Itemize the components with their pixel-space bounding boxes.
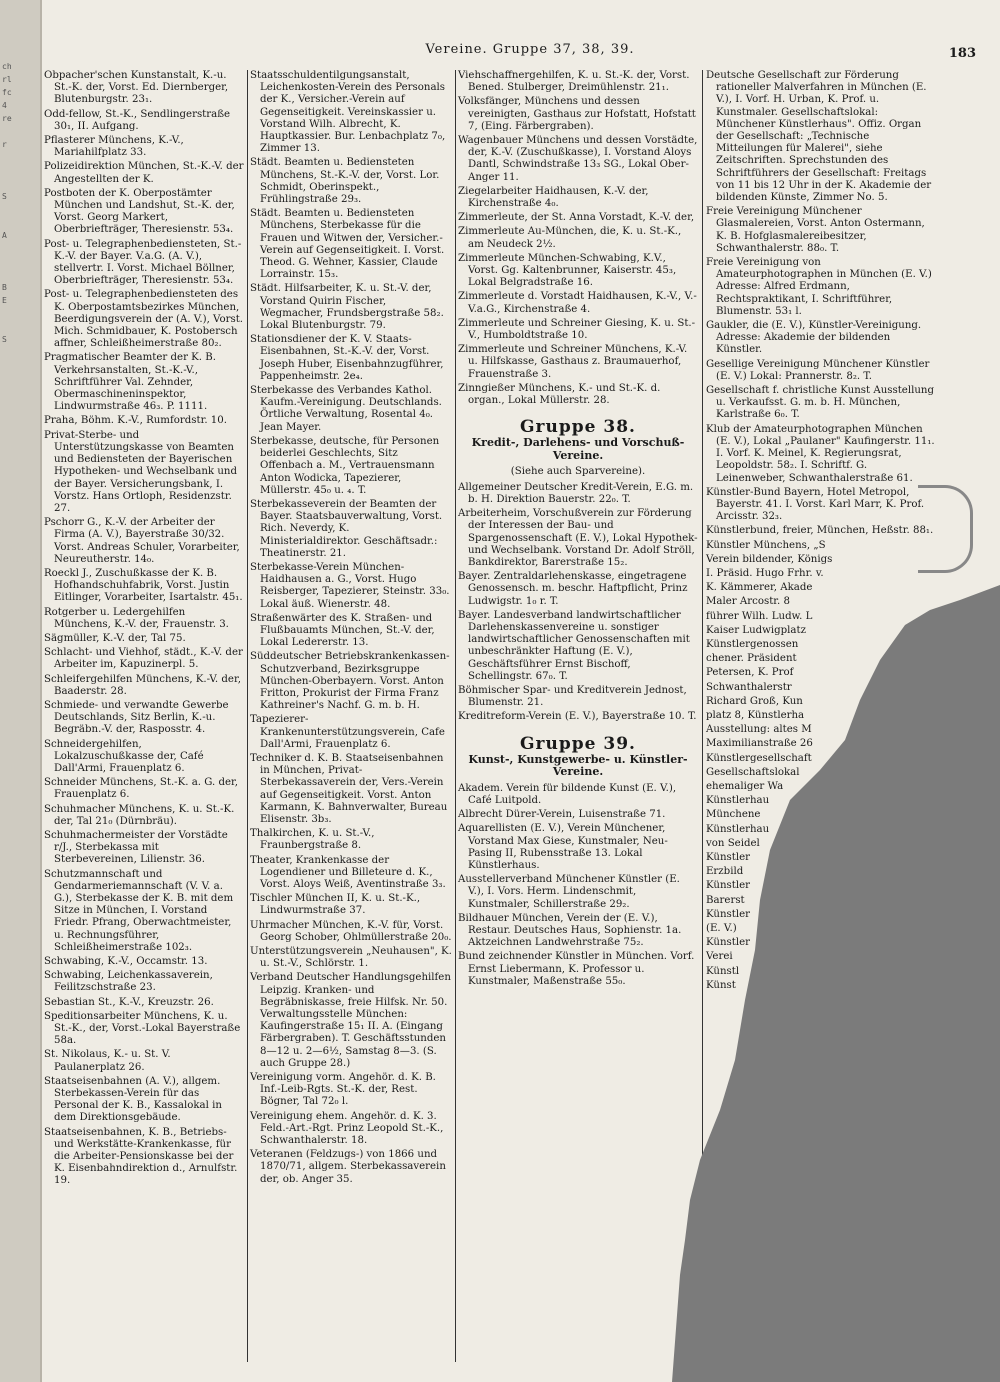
directory-entry: Gesellschaftslokal [706,766,800,778]
group-39-title: Gruppe 39. [520,733,636,754]
directory-entry: Postboten der K. Oberpostämter München und Landshut, St.-K. der, Vorst. Georg Markert, Oberbriefträger, Theresienstr. 53₄. [44,187,235,236]
directory-entry: Künstler [706,908,750,920]
directory-entry: Privat-Sterbe- und Unterstützungskasse von Beamten und Bediensteten der Bayerischen Hypotheken- und Wechselbank und der Bayer. Versicherungsbank, I. Vorstz. Hans Ortloph, Residenzstr. 27. [44,429,237,514]
directory-entry: Sterbekasseverein der Beamten der Bayer. Staatsbauverwaltung, Vorst. Rich. Neverdy, K. Ministerialdirektor. Geschäftsadr.: Theatinerstr. 21. [250,498,443,559]
directory-entry: Barerst [706,894,745,906]
directory-entry: Erzbild [706,866,744,878]
paper-clip [918,485,973,573]
directory-entry: Albrecht Dürer-Verein, Luisenstraße 71. [458,809,666,821]
directory-entry: Sterbekasse-Verein München-Haidhausen a. G., Vorst. Hugo Reisberger, Tapezierer, Steinstr. 33₀. Lokal äuß. Wienerstr. 48. [250,561,450,610]
directory-entry: Maximilianstraße 26 [706,738,813,750]
directory-entry: Uhrmacher München, K.-V. für, Vorst. Georg Schober, Ohlmüllerstraße 20₀. [250,919,452,943]
directory-entry: Wagenbauer Münchens und dessen Vorstädte, der, K.-V. (Zuschußkasse), I. Vorstand Aloys Dantl, Schwindstraße 13₃ SG., Lokal Ober-Anger 11. [458,135,698,183]
directory-entry: Kaiser Ludwigplatz [706,624,806,636]
directory-entry: Zimmerleute Au-München, die, K. u. St.-K., am Neudeck 2½. [458,226,682,250]
previous-page-fragment: ch rl fc 4 re r S A B E S [2,62,12,344]
directory-entry: platz 8, Künstlerha [706,709,805,721]
directory-entry: Künst [706,979,736,991]
directory-entry: Gaukler, die (E. V.), Künstler-Vereinigung. Adresse: Akademie der bildenden Künstler. [706,320,922,356]
directory-entry: Schwabing, Leichenkassaverein, Feilitzschstraße 23. [44,970,213,994]
directory-entry: Süddeutscher Betriebskrankenkassen-Schutzverband, Bezirksgruppe München-Oberbayern. Vorst. Anton Fritton, Prokurist der Firma Franz Kathreiner's Nachf. G. m. b. H. [250,651,450,712]
directory-entry: Odd-fellow, St.-K., Sendlingerstraße 30₁, II. Aufgang. [44,108,231,132]
directory-entry: Vereinigung ehem. Angehör. d. K. 3. Feld.-Art.-Rgt. Prinz Leopold St.-K., Schwanthalerstr. 18. [250,1110,444,1147]
running-header: Vereine. Gruppe 37, 38, 39. [425,42,635,57]
group-38-title: Gruppe 38. [520,417,636,438]
directory-entry: Schlacht- und Viehhof, städt., K.-V. der Arbeiter im, Kapuzinerpl. 5. [44,647,243,671]
group-38-note: (Siehe auch Sparvereine). [510,466,646,478]
directory-entry: Tischler München II, K. u. St.-K., Lindwurmstraße 37. [250,893,421,917]
directory-entry: Münchene [706,809,761,821]
directory-entry: Verei [706,951,733,963]
directory-entry: Sterbekasse, deutsche, für Personen beiderlei Geschlechts, Sitz Offenbach a. M., Vertrauensmann Anton Wodicka, Tapezierer, Müllerstr. 45₀ u. ₄. T. [250,435,440,496]
directory-entry: Volksfänger, Münchens und dessen vereinigten, Gasthaus zur Hofstatt, Hofstatt 7, (Eing. Färbergraben). [458,96,696,132]
directory-entry: Unterstützungsverein „Neuhausen", K. u. St.-V., Schlörstr. 1. [250,946,452,970]
directory-entry: Staatsschuldentilgungsanstalt, Leichenkosten-Verein des Personals der K., Versicher.-Verein auf Gegenseitigkeit. Vereinskassier u. Vorstand Wilh. Albrecht, K. Hauptkassier. Bur. Lenbachplatz 7₀, Zimmer 13. [250,70,446,155]
directory-entry: Vereinigung vorm. Angehör. d. K. B. Inf.-Leib-Rgts. St.-K. der, Rest. Bögner, Tal 72₀ l. [250,1072,436,1108]
directory-entry: Städt. Beamten u. Bediensteten Münchens, St.-K.-V. der, Vorst. Lor. Schmidt, Oberinspekt., Frühlingstraße 29₃. [250,157,440,206]
directory-entry: Künstler [706,851,750,863]
directory-entry: Schutzmannschaft und Gendarmeriemannschaft (V. V. a. G.), Sterbekasse der K. B. mit dem Sitze in München, I. Vorstand Friedr. Pfrang, Oberwachtmeister, u. Rechnungsführer, Schleißheimerstraße 102₃. [44,868,234,953]
directory-entry: Aquarellisten (E. V.), Verein Münchener, Vorstand Max Giese, Kunstmaler, Neu-Pasing II, Rubensstraße 13. Lokal Künstlerhaus. [458,823,668,871]
directory-entry: Tapezierer-Krankenunterstützungsverein, Cafe Dall'Armi, Frauenplatz 6. [250,714,445,750]
directory-entry: Bund zeichnender Künstler in München. Vorf. Ernst Liebermann, K. Professor u. Kunstmaler, Maßenstraße 55₀. [458,951,695,987]
directory-entry: Ausstellung: altes M [706,724,812,736]
directory-entry: Zimmerleute d. Vorstadt Haidhausen, K.-V., V.-V.a.G., Kirchenstraße 4. [458,291,697,315]
directory-entry: Ausstellerverband Münchener Künstler (E. V.), I. Vors. Herm. Lindenschmit, Kunstmaler, Schillerstraße 29₂. [458,874,680,910]
directory-entry: Bildhauer München, Verein der (E. V.), Restaur. Deutsches Haus, Sophienstr. 1a. Aktzeichnen Landwehrstraße 75₂. [458,912,682,949]
directory-entry: Schneider Münchens, St.-K. a. G. der, Frauenplatz 6. [44,777,239,801]
directory-entry: Pschorr G., K.-V. der Arbeiter der Firma (A. V.), Bayerstraße 30/32. Vorst. Andreas Schuler, Vorarbeiter, Neureutherstr. 14₀. [44,517,240,565]
directory-entry: Arbeiterheim, Vorschußverein zur Förderung der Interessen der Bau- und Spargenossenschaft (E. V.), Lokal Hypothek- und Wechselbank. Vorstand Dr. Adolf Ströll, Bankdirektor, Barerstraße 15₂. [458,508,698,568]
directory-entry: Böhmischer Spar- und Kreditverein Jednost, Blumenstr. 21. [458,684,687,709]
directory-entry: Künstl [706,965,740,977]
directory-entry: Straßenwärter des K. Straßen- und Flußbauamts München, St.-V. der, Lokal Ledererstr. 13. [250,612,435,649]
directory-entry: Deutsche Gesellschaft zur Förderung rationeller Malverfahren in München (E. V.), I. Vorf. H. Urban, K. Prof. u. Kunstmaler. Gesellschaftslokal: Münchener Künstlerhaus". Offiz. Organ der Gesellschaft: „Technische Mitteilungen für Malerei", siehe Zeitschriften. Sprechstunden des Schriftführers der Gesellschaft: Freitags von 11 bis 12 Uhr in der K. Akademie der bildenden Künste, Zimmer No. 5. [706,70,932,204]
directory-entry: chener. Präsident [706,653,797,665]
directory-entry: Sägmüller, K.-V. der, Tal 75. [44,632,186,644]
directory-entry: Obpacher'schen Kunstanstalt, K.-u. St.-K. der, Vorst. Ed. Diernberger, Blutenburgstr. 23₁. [44,70,229,106]
directory-entry: Zimmerleute und Schreiner Münchens, K.-V. u. Hilfskasse, Gasthaus z. Braumauerhof, Frauenstraße 3. [458,344,688,380]
directory-entry: Verein bildender, Königs [706,553,833,565]
directory-entry: Künstlergesellschaft [706,752,812,764]
directory-entry: Staatseisenbahnen, K. B., Betriebs- und Werkstätte-Krankenkasse, für die Arbeiter-Pensionskasse bei der K. Eisenbahndirektion d., Arnulfstr. 19. [44,1126,238,1187]
directory-entry: Akadem. Verein für bildende Kunst (E. V.), Café Luitpold. [458,782,677,806]
directory-entry: Schuhmacher Münchens, K. u. St.-K. der, Tal 21₀ (Dürnbräu). [44,803,235,827]
tear-shadow [672,585,1000,1382]
directory-entry: Techniker d. K. B. Staatseisenbahnen in München, Privat-Sterbekassaverein der, Vers.-Verein auf Gegenseitigkeit. Vorst. Anton Karmann, K. Bahnverwalter, Bureau Elisenstr. 3b₃. [250,752,448,825]
directory-entry: Bayer. Landesverband landwirtschaftlicher Darlehenskassenvereine u. sonstiger landwirtschaftlicher Genossenschaften mit unbeschränkter Haftung (E. V.), Geschäftsführer Ernst Bischoff, Schellingstr. 67₀. T. [458,609,690,682]
directory-entry: Kreditreform-Verein (E. V.), Bayerstraße 10. T. [458,711,697,723]
directory-entry: K. Kämmerer, Akade [706,582,813,594]
directory-entry: Künstlerhau [706,823,770,835]
directory-entry: Stationsdiener der K. V. Staats-Eisenbahnen, St.-K.-V. der, Vorst. Joseph Huber, Eisenbahnzugführer, Pappenheimstr. 2e₄. [250,334,444,382]
directory-entry: Roeckl J., Zuschußkasse der K. B. Hofhandschuhfabrik, Vorst. Justin Eitlinger, Vorarbeiter, Isartalstr. 45₁. [44,567,243,604]
directory-entry: Gesellige Vereinigung Münchener Künstler (E. V.) Lokal: Prannerstr. 8₂. T. [706,358,930,382]
directory-entry: Speditionsarbeiter Münchens, K. u. St.-K., der, Vorst.-Lokal Bayerstraße 58a. [44,1010,241,1047]
directory-entry: Ziegelarbeiter Haidhausen, K.-V. der, Kirchenstraße 4₀. [458,185,649,210]
directory-entry: Sterbekasse des Verbandes Kathol. Kaufm.-Vereinigung. Deutschlands. Örtliche Verwaltung, Rosental 4₀. Jean Mayer. [250,385,442,433]
page-number: 183 [948,46,976,61]
directory-entry: Künstlergenossen [706,638,799,650]
directory-entry: Thalkirchen, K. u. St.-V., Fraunbergstraße 8. [250,828,375,852]
directory-entry: Staatseisenbahnen (A. V.), allgem. Sterbekassen-Verein für das Personal der K. B., Kassalokal in dem Direktionsgebäude. [44,1075,222,1124]
directory-entry: Künstler Münchens, „S [706,539,826,551]
directory-entry: Freie Vereinigung Münchener Glasmalereien, Vorst. Anton Ostermann, K. B. Hofglasmalereibesitzer, Schwanthalerstr. 88₀. T. [706,206,925,254]
directory-entry: Viehschaffnergehilfen, K. u. St.-K. der, Vorst. Bened. Stulberger, Dreimühlenstr. 21₁. [458,70,690,94]
directory-entry: Petersen, K. Prof [706,667,794,679]
directory-entry: Allgemeiner Deutscher Kredit-Verein, E.G. m. b. H. Direktion Bauerstr. 22₀. T. [458,481,694,505]
directory-entry: von Seidel [706,837,760,849]
directory-entry: Schmiede- und verwandte Gewerbe Deutschlands, Sitz Berlin, K.-u. Begräbn.-V. der, Rasposstr. 4. [44,699,229,736]
directory-entry: Sebastian St., K.-V., Kreuzstr. 26. [44,996,214,1008]
directory-entry: Künstlerbund, freier, München, Heßstr. 88₁. [706,525,934,537]
directory-entry: Schleifergehilfen Münchens, K.-V. der, Baaderstr. 28. [44,673,241,697]
directory-entry: Künstler [706,937,750,949]
directory-entry: Künstlerhau [706,795,770,807]
directory-entry: Verband Deutscher Handlungsgehilfen Leipzig. Kranken- und Begräbniskasse, freie Hilfsk. Nr. 50. Verwaltungsstelle München: Kaufingerstraße 15₁ II. A. (Eingang Färbergraben). T. Geschäftsstunden 8—12 u. 2—6½, Samstag 8—3. (S. auch Gruppe 28.) [250,972,451,1069]
directory-entry: St. Nikolaus, K.- u. St. V. Paulanerplatz 26. [44,1049,171,1073]
directory-entry: Pragmatischer Beamter der K. B. Verkehrsanstalten, St.-K.-V., Schriftführer Val. Zehnder, Obermaschineninspektor, Lindwurmstraße 46₃. P. 1111. [44,352,216,413]
directory-entry: ehemaliger Wa [706,780,784,792]
directory-entry: Gesellschaft f. christliche Kunst Ausstellung u. Verkaufsst. G. m. b. H. München, Karlstraße 6₀. T. [706,385,934,421]
directory-entry: Künstler-Bund Bayern, Hotel Metropol, Bayerstr. 41. I. Vorst. Karl Marr, K. Prof. Arcisstr. 32₃. [706,486,925,523]
directory-entry: Theater, Krankenkasse der Logendiener und Billeteure d. K., Vorst. Aloys Weiß, Aventinstraße 3₃. [250,854,446,890]
directory-entry: Städt. Hilfsarbeiter, K. u. St.-V. der, Vorstand Quirin Fischer, Wegmacher, Frundsbergstraße 58₂. Lokal Blutenburgstr. 79. [250,283,444,332]
directory-entry: Künstler [706,880,750,892]
directory-entry: Schwanthalerstr [706,681,792,693]
directory-entry: Schuhmachermeister der Vorstädte r/J., Sterbekassa mit Sterbevereinen, Lilienstr. 36. [44,829,228,866]
directory-entry: Pflasterer Münchens, K.-V., Mariahilfplatz 33. [44,135,184,159]
directory-entry: Schwabing, K.-V., Occamstr. 13. [44,956,208,968]
directory-entry: Zimmerleute und Schreiner Giesing, K. u. St.-V., Humboldtstraße 10. [458,317,696,342]
directory-entry: Richard Groß, Kun [706,695,803,707]
directory-entry: Schneidergehilfen, Lokalzuschußkasse der, Café Dall'Armi, Frauenplatz 6. [44,738,204,774]
directory-entry: Polizeidirektion München, St.-K.-V. der Angestellten der K. [44,161,244,185]
directory-entry: Rotgerber u. Ledergehilfen Münchens, K.-V. der, Frauenstr. 3. [44,606,229,630]
directory-entry: Post- u. Telegraphenbediensteten des K. Oberpostamtsbezirkes München, Beerdigungsverein der (A. V.), Vorst. Mich. Schmidbauer, K. Postobersch affner, Schleißheimerstraße 80₂. [44,289,244,350]
directory-entry: Zinngießer Münchens, K.- und St.-K. d. organ., Lokal Müllerstr. 28. [458,382,661,407]
directory-entry: (E. V.) [706,923,737,934]
directory-entry: Maler Arcostr. 8 [706,596,790,608]
directory-entry: Zimmerleute München-Schwabing, K.V., Vorst. Gg. Kaltenbrunner, Kaiserstr. 45₃, Lokal Belgradstraße 16. [458,252,677,289]
directory-entry: Zimmerleute, der St. Anna Vorstadt, K.-V. der, [458,212,695,224]
directory-entry: Bayer. Zentraldarlehenskasse, eingetragene Genossensch. m. beschr. Haftpflicht, Prinz Ludwigstr. 1₀ r. T. [458,571,688,607]
directory-entry: führer Wilh. Ludw. L [706,610,813,622]
group-39-subtitle: Kunst-, Kunstgewerbe- u. Künstler-Vereine. [468,752,688,779]
directory-entry: Praha, Böhm. K.-V., Rumfordstr. 10. [44,415,228,427]
directory-entry: Freie Vereinigung von Amateurphotographen in München (E. V.) Adresse: Alfred Erdmann, Rechtspraktikant, I. Schriftführer, Blumenstr. 53₁ l. [706,257,932,317]
directory-entry: Klub der Amateurphotographen München (E. V.), Lokal „Paulaner" Kaufingerstr. 11₁. I. Vorf. K. Meinel, K. Regierungsrat, Leopoldstr. 58₂. I. Schriftf. G. Leinenweber, Schwanthalerstraße 61. [706,423,935,484]
directory-entry: Veteranen (Feldzugs-) von 1866 und 1870/71, allgem. Sterbekassaverein der, ob. Anger 35. [250,1149,446,1185]
directory-entry: Städt. Beamten u. Bediensteten Münchens, Sterbekasse für die Frauen und Witwen der, Versicher.-Verein auf Gegenseitigkeit. I. Vorst. Theod. G. Wehner, Kassier, Claude Lorrainstr. 15₃. [250,208,445,281]
directory-entry: Post- u. Telegraphenbediensteten, St.-K.-V. der Bayer. V.a.G. (A. V.), stellvertr. I. Vorst. Michael Böllner, Oberbriefträger, Theresienstr. 53₄. [44,238,242,287]
directory-entry: I. Präsid. Hugo Frhr. v. [706,567,824,579]
group-38-subtitle: Kredit-, Darlehens- und Vorschuß-Vereine. [471,436,685,462]
